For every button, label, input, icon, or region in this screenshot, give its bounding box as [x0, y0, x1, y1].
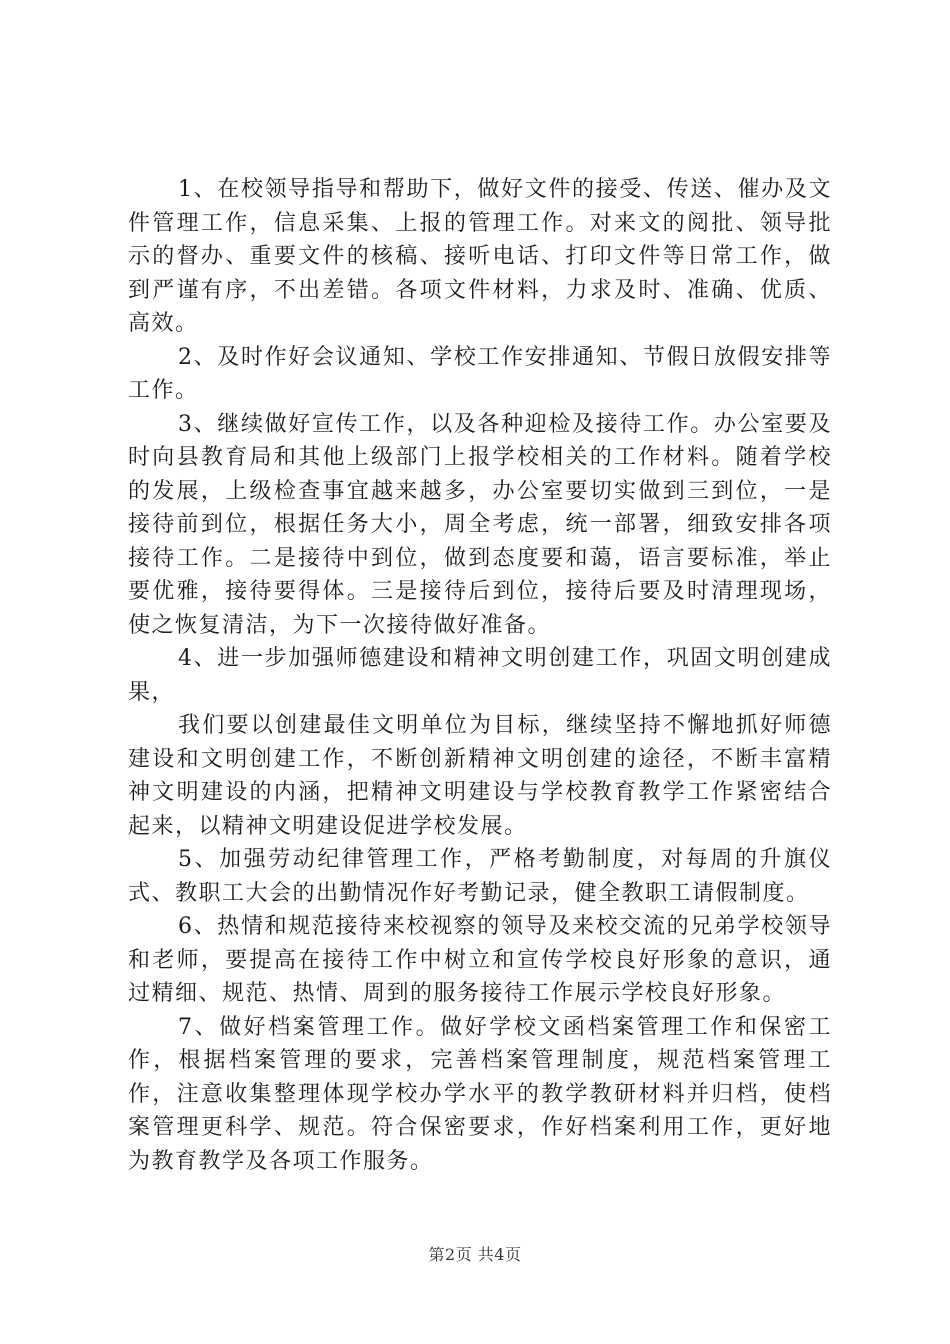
paragraph-item-3: 3、继续做好宣传工作，以及各种迎检及接待工作。办公室要及时向县教育局和其他上级部门上报学校相关的工作材料。随着学校的发展，上级检查事宜越来越多，办公室要切实做到三到位，一是接待前到位，根据任务大小，周全考虑，统一部署，细致安排各项接待工作。二是接待中到位，做到态度要和蔼，语言要标准，举止要优雅，接待要得体。三是接待后到位，接待后要及时清理现场，使之恢复清洁，为下一次接待做好准备。: [128, 411, 832, 638]
paragraph-item-6: 6、热情和规范接待来校视察的领导及来校交流的兄弟学校领导和老师，要提高在接待工作中树立和宣传学校良好形象的意识，通过精细、规范、热情、周到的服务接待工作展示学校良好形象。: [128, 914, 832, 1006]
document-body: [128, 173, 832, 1178]
paragraph-item-5: 5、加强劳动纪律管理工作，严格考勤制度，对每周的升旗仪式、教职工大会的出勤情况作好考勤记录，健全教职工请假制度。: [128, 847, 832, 906]
paragraph-item-4: 4、进一步加强师德建设和精神文明创建工作，巩固文明创建成果，: [128, 646, 832, 705]
paragraph-item-7: 7、做好档案管理工作。做好学校文函档案管理工作和保密工作，根据档案管理的要求，完善档案管理制度，规范档案管理工作，注意收集整理体现学校办学水平的教学教研材料并归档，使档案管理更科学、规范。符合保密要求，作好档案利用工作，更好地为教育教学及各项工作服务。: [128, 1014, 832, 1174]
paragraph-item-4-continued: 我们要以创建最佳文明单位为目标，继续坚持不懈地抓好师德建设和文明创建工作，不断创新精神文明创建的途径，不断丰富精神文明建设的内涵，把精神文明建设与学校教育教学工作紧密结合起来，以精神文明建设促进学校发展。: [128, 713, 832, 839]
paragraph-item-1: 1、在校领导指导和帮助下，做好文件的接受、传送、催办及文件管理工作，信息采集、上报的管理工作。对来文的阅批、领导批示的督办、重要文件的核稿、接听电话、打印文件等日常工作，做到严谨有序，不出差错。各项文件材料，力求及时、准确、优质、高效。: [128, 177, 832, 336]
page-number-footer: 第2页 共4页: [428, 1245, 522, 1264]
paragraph-item-2: 2、及时作好会议通知、学校工作安排通知、节假日放假安排等工作。: [128, 344, 832, 403]
